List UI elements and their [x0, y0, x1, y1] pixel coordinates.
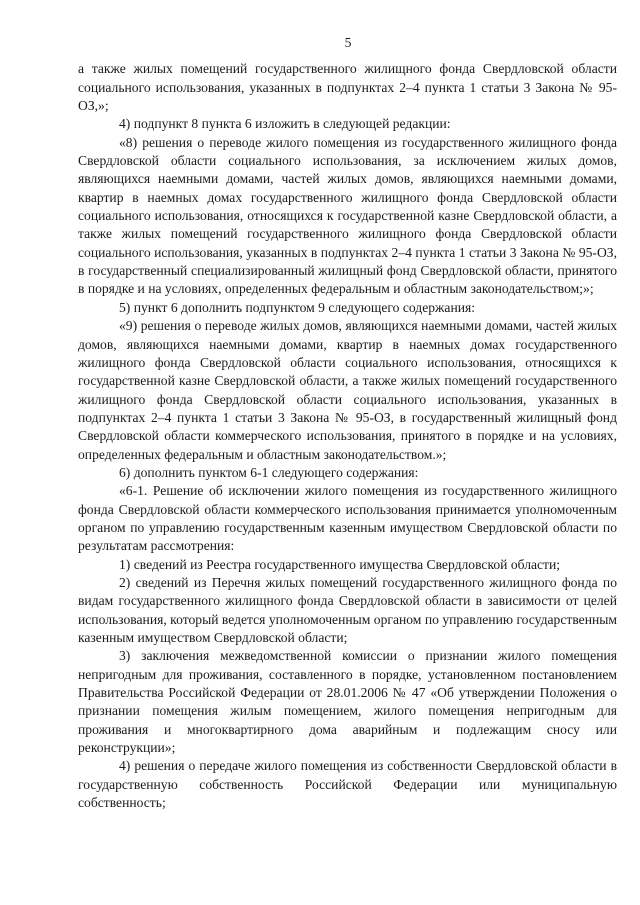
paragraph-list-item-1: 1) сведений из Реестра государственного имущества Свердловской области;	[119, 556, 561, 572]
paragraph-list-item-2: 2) сведений из Перечня жилых помещений государственного жилищного фонда по видам государственного жилищного фонда Свердловской области в зависимости от целей использования, который ведется уполномоченным органом по управлению государственным казенным имуществом Свердловской области;	[78, 574, 617, 645]
paragraph-subitem-8: «8) решения о переводе жилого помещения из государственного жилищного фонда Свердловской области социального использования, за исключением жилых домов, являющихся наемными домами, частей жилых домов, являющихся наемными домами, квартир в наемных домах государственного жилищного фонда Свердловской области социального использования, относящихся к государственной казне Свердловской области, а также жилых помещений государственного жилищного фонда Свердловской области социального использования, указанных в подпунктах 2–4 пункта 1 статьи 3 Закона № 95-ОЗ, в государственный специализированный жилищный фонд Свердловской области, принятого в порядке и на условиях, определенных федеральным и областным законодательством;»;	[78, 134, 617, 297]
paragraph-subitem-9: «9) решения о переводе жилых домов, являющихся наемными домами, частей жилых домов, являющихся наемными домами, квартир в наемных домах государственного жилищного фонда Свердловской области социального использования, относящихся к государственной казне Свердловской области, а также жилых помещений государственного жилищного фонда Свердловской области социального использования, указанных в подпунктах 2–4 пункта 1 статьи 3 Закона № 95-ОЗ, в государственный жилищный фонд Свердловской области коммерческого использования, принятого в порядке и на условиях, определенных федеральным и областным законодательством.»;	[78, 318, 617, 462]
paragraph-continuation: а также жилых помещений государственного жилищного фонда Свердловской области социального использования, указанных в подпунктах 2–4 пункта 1 статьи 3 Закона № 95-ОЗ,»;	[78, 61, 617, 114]
page-number: 5	[344, 35, 352, 50]
paragraph-list-item-3: 3) заключения межведомственной комиссии о признании жилого помещения непригодным для проживания, составленного в порядке, установленном постановлением Правительства Российской Федерации от 28.01.2006 № 47 «Об утверждении Положения о признании помещения жилым помещением, жилого помещения непригодным для проживания и многоквартирного дома аварийным и подлежащим сносу или реконструкции»;	[78, 648, 617, 756]
paragraph-section-6-1: «6-1. Решение об исключении жилого помещения из государственного жилищного фонда Свердловской области коммерческого использования принимается уполномоченным органом по управлению государственным казенным имуществом Свердловской области по результатам рассмотрения:	[78, 483, 617, 554]
paragraph-item-4: 4) подпункт 8 пункта 6 изложить в следующей редакции:	[119, 116, 451, 132]
paragraph-item-5: 5) пункт 6 дополнить подпунктом 9 следующего содержания:	[119, 299, 476, 315]
document-body	[78, 60, 617, 812]
paragraph-item-6: 6) дополнить пунктом 6-1 следующего содержания:	[119, 464, 419, 480]
paragraph-list-item-4: 4) решения о передаче жилого помещения из собственности Свердловской области в государственную собственность Российской Федерации или муниципальную собственность;	[78, 758, 617, 811]
